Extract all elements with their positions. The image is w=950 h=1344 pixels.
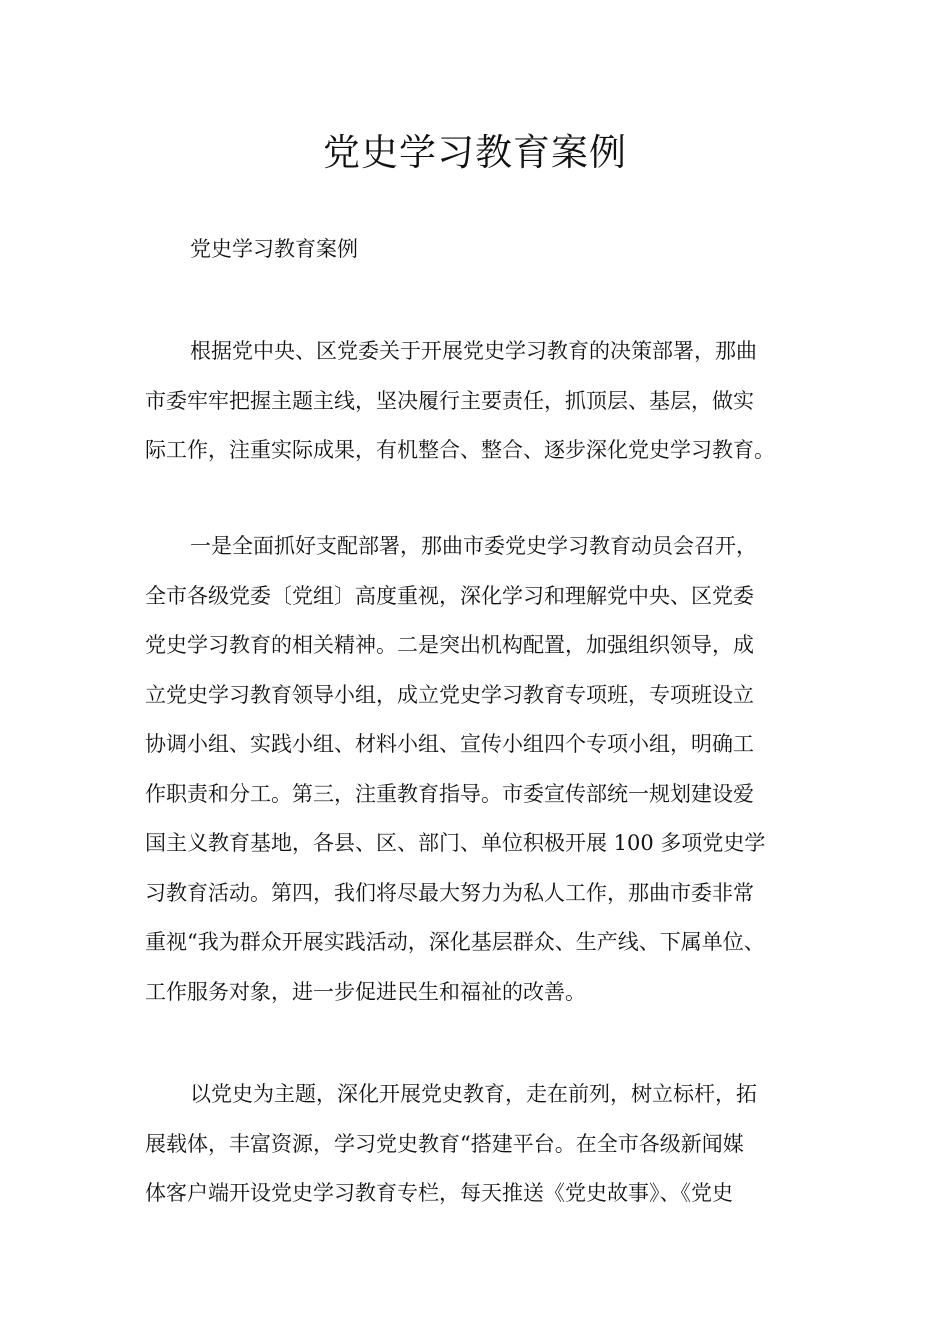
paragraph-line: 作职责和分工。第三，注重教育指导。市委宣传部统一规划建设爱 [145,781,754,806]
paragraph-line: 工作服务对象，进一步促进民生和福祉的改善。 [145,979,586,1004]
paragraph-line: 立党史学习教育领导小组，成立党史学习教育专项班，专项班设立 [145,682,754,707]
paragraph-line: 展载体，丰富资源，学习党史教育“搭建平台。在全市各级新闻媒 [145,1131,744,1156]
document-subtitle: 党史学习教育案例 [190,237,358,261]
paragraph-line: 际工作，注重实际成果，有机整合、整合、逐步深化党史学习教育。 [145,438,775,462]
paragraph-line: 体客户端开设党史学习教育专栏，每天推送《党史故事》、《党史 [145,1181,733,1205]
paragraph-line: 一是全面抓好支配部署，那曲市委党史学习教育动员会召开， [190,534,757,558]
paragraph-line: 全市各级党委〔党组〕高度重视，深化学习和理解党中央、区党委 [145,583,754,608]
paragraph-line: 根据党中央、区党委关于开展党史学习教育的决策部署，那曲 [190,339,757,363]
paragraph-line: 习教育活动。第四，我们将尽最大努力为私人工作，那曲市委非常 [145,880,754,905]
paragraph-3 [145,1070,825,1219]
paragraph-line: 以党史为主题，深化开展党史教育，走在前列，树立标杆，拓 [190,1082,757,1106]
paragraph-line: 国主义教育基地，各县、区、部门、单位积极开展 100 多项党史学 [145,831,766,855]
document-title: 党史学习教育案例 [323,131,627,174]
paragraph-line: 党史学习教育的相关精神。二是突出机构配置，加强组织领导，成 [145,633,754,657]
paragraph-line: 市委牢牢把握主题主线，坚决履行主要责任，抓顶层、基层，做实 [145,388,754,413]
paragraph-2 [145,522,825,1017]
paragraph-1 [145,327,825,476]
paragraph-line: 协调小组、实践小组、材料小组、宣传小组四个专项小组，明确工 [145,732,754,756]
paragraph-line: 重视“我为群众开展实践活动，深化基层群众、生产线、下属单位、 [145,930,765,954]
